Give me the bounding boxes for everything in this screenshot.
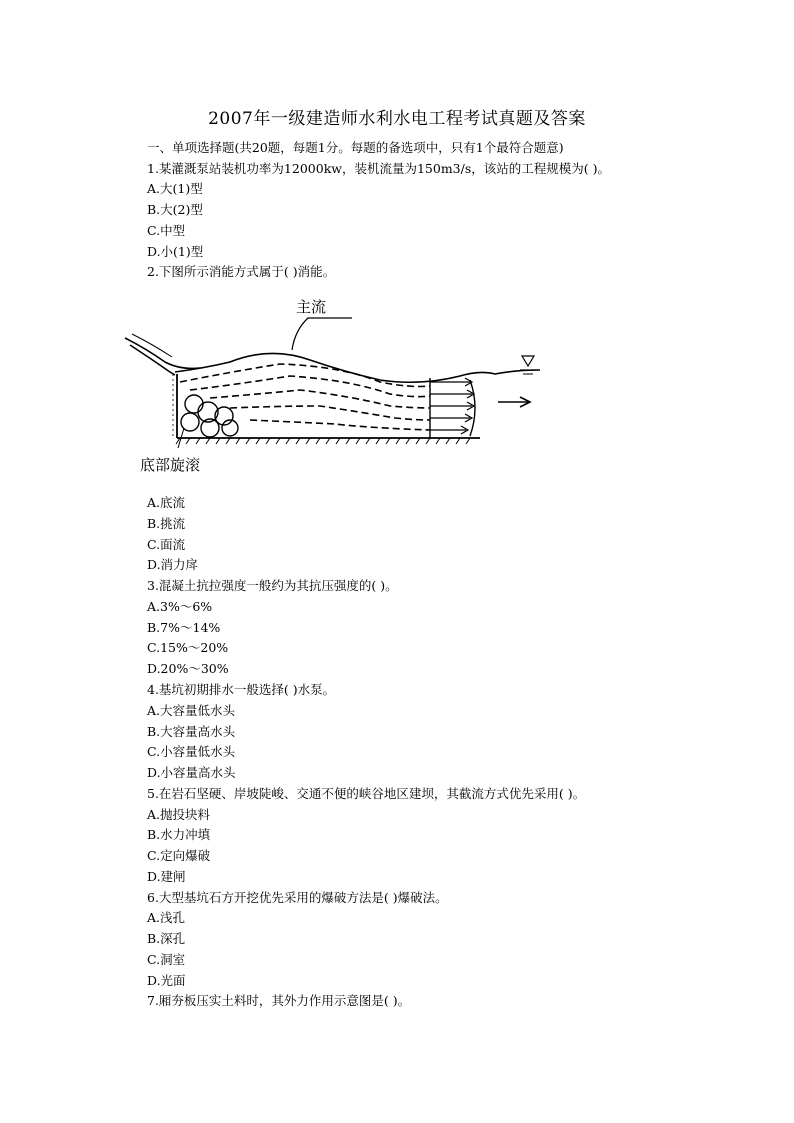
velocity-arrows — [430, 382, 472, 430]
question-7-stem: 7.厢夯板压实土料时，其外力作用示意图是( )。 — [147, 993, 411, 1008]
question-5-option-d: D.建闸 — [147, 869, 186, 884]
water-surface — [175, 353, 540, 382]
main-flow-leader — [292, 318, 352, 350]
question-2-option-b: B.挑流 — [147, 516, 186, 531]
question-3-option-a: A.3%～6% — [147, 599, 213, 614]
question-5-stem: 5.在岩石坚硬、岸坡陡峻、交通不便的峡谷地区建坝，其截流方式优先采用( )。 — [147, 786, 586, 801]
bottom-roller — [181, 395, 238, 437]
question-4-option-a: A.大容量低水头 — [147, 703, 236, 718]
question-1-stem: 1.某灌溉泵站装机功率为12000kw，装机流量为150m3/s，该站的工程规模为( )。 — [147, 161, 610, 176]
question-1-option-c: C.中型 — [147, 223, 186, 238]
question-4-option-d: D.小容量高水头 — [147, 765, 236, 780]
question-2-option-a: A.底流 — [147, 495, 186, 510]
question-6-option-c: C.洞室 — [147, 952, 186, 967]
question-5-option-a: A.抛投块料 — [147, 807, 211, 822]
question-3-option-c: C.15%～20% — [147, 640, 229, 655]
water-level-icon — [522, 356, 534, 366]
spillway-face — [130, 345, 175, 375]
main-flow-label: 主流 — [296, 298, 327, 316]
question-3-option-b: B.7%～14% — [147, 620, 221, 635]
question-1-option-a: A.大(1)型 — [147, 181, 203, 196]
streamline — [190, 376, 430, 397]
page-title: 2007年一级建造师水利水电工程考试真题及答案 — [208, 109, 586, 129]
question-6-stem: 6.大型基坑石方开挖优先采用的爆破方法是( )爆破法。 — [147, 890, 448, 905]
streamline — [230, 406, 430, 420]
question-3-stem: 3.混凝土抗拉强度一般约为其抗压强度的( )。 — [147, 578, 398, 593]
bottom-roller-label: 底部旋滚 — [140, 456, 201, 474]
section-heading: 一、单项选择题(共20题，每题1分。每题的备选项中，只有1个最符合题意) — [147, 140, 564, 155]
question-5-option-c: C.定向爆破 — [147, 848, 211, 863]
question-5-option-b: B.水力冲填 — [147, 827, 211, 842]
streamline — [180, 364, 430, 387]
upstream-surface-line — [125, 338, 200, 368]
question-2-option-d: D.消力戽 — [147, 557, 199, 572]
question-4-option-b: B.大容量高水头 — [147, 724, 236, 739]
question-2-stem: 2.下图所示消能方式属于( )消能。 — [147, 264, 336, 279]
question-2-option-c: C.面流 — [147, 537, 186, 552]
energy-dissipation-figure — [120, 290, 560, 490]
question-1-option-d: D.小(1)型 — [147, 244, 204, 259]
question-6-option-a: A.浅孔 — [147, 910, 186, 925]
question-4-stem: 4.基坑初期排水一般选择( )水泵。 — [147, 682, 336, 697]
question-4-option-c: C.小容量低水头 — [147, 744, 236, 759]
question-3-option-d: D.20%～30% — [147, 661, 229, 676]
question-1-option-b: B.大(2)型 — [147, 202, 203, 217]
streamline — [250, 420, 430, 430]
question-6-option-b: B.深孔 — [147, 931, 186, 946]
question-6-option-d: D.光面 — [147, 973, 186, 988]
